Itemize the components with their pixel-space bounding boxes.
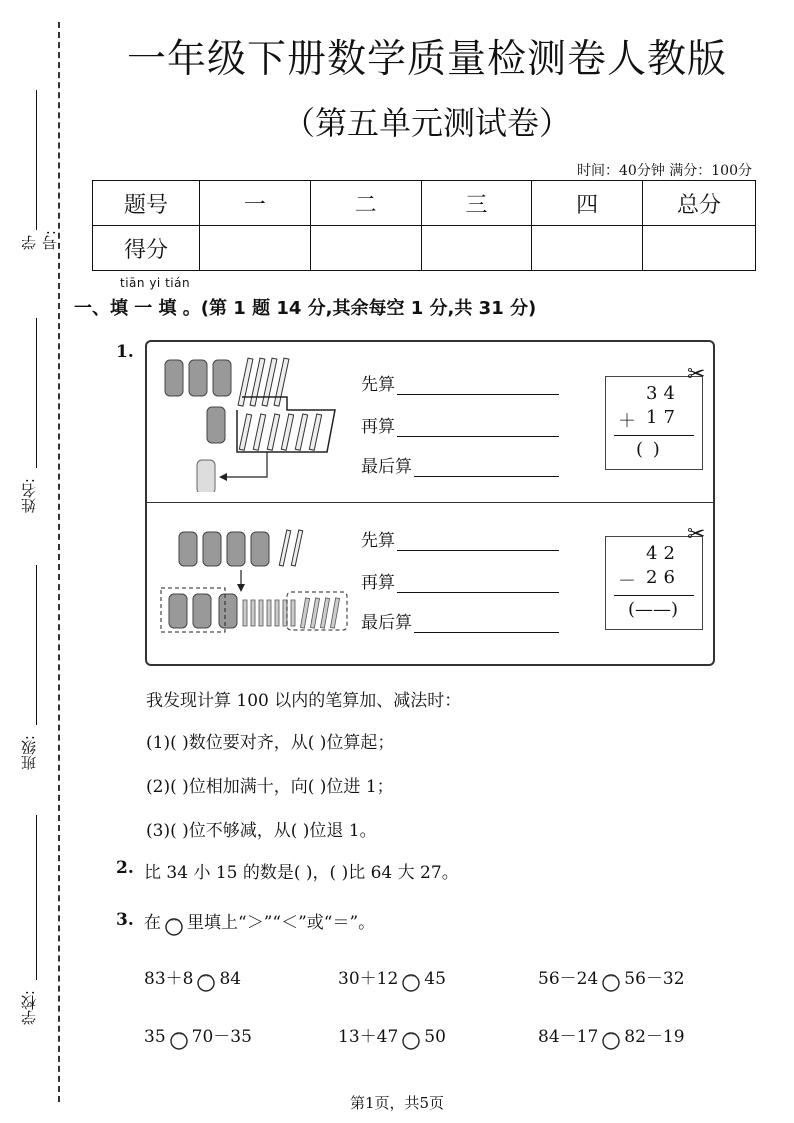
scissors-icon: ✂ [687, 522, 706, 547]
scissors-icon: ✂ [687, 362, 706, 387]
score-header-cell: 三 [421, 181, 532, 226]
add-result-bar [614, 435, 694, 436]
sticks-illustration-add [157, 352, 347, 492]
q3-suffix: 里填上“＞”“＜”或“＝”。 [187, 913, 376, 933]
q1-line3[interactable]: (3)( )位不够减，从( )位退 1。 [146, 821, 377, 841]
score-header-cell: 总分 [643, 181, 756, 226]
add-then-step [361, 412, 559, 437]
school-label: 学校: [20, 990, 38, 1026]
add-last-blank[interactable] [414, 476, 559, 477]
q2-text[interactable]: 比 34 小 15 的数是( )，( )比 64 大 27。 [144, 863, 459, 883]
sub-result-blank[interactable]: (——) [628, 599, 679, 620]
page-subtitle: （第五单元测试卷） [282, 104, 571, 142]
add-then-blank[interactable] [397, 436, 559, 437]
score-header-cell: 题号 [93, 181, 200, 226]
compare-right: 45 [424, 969, 446, 989]
score-cell[interactable] [310, 226, 421, 271]
compare-right: 70－35 [191, 1027, 252, 1047]
sub-operator: － [618, 571, 642, 592]
time-info: 时间：40分钟 满分：100分 [577, 163, 752, 179]
score-table-score-row [93, 226, 756, 271]
subtraction-vertical-form [605, 536, 703, 630]
tomato-circle-icon[interactable] [600, 1028, 622, 1048]
compare-item [144, 964, 241, 990]
school-line[interactable] [36, 815, 37, 980]
compare-right: 56－32 [624, 969, 685, 989]
sub-last-blank[interactable] [414, 632, 559, 633]
compare-left: 13＋47 [338, 1027, 399, 1047]
sub-then-step [361, 568, 559, 593]
then-label: 再算 [361, 573, 395, 593]
compare-right: 82－19 [624, 1027, 685, 1047]
section-pinyin: tiān yi tián [120, 276, 191, 290]
add-top-number: 34 [646, 383, 681, 404]
class-label: 班级: [20, 735, 38, 771]
last-label: 最后算 [361, 613, 412, 633]
compare-item [338, 1022, 446, 1048]
q1-line1[interactable]: (1)( )数位要对齐，从( )位算起； [146, 733, 395, 753]
q2-number: 2. [116, 858, 134, 878]
name-line[interactable] [36, 318, 37, 468]
score-header-cell: 一 [200, 181, 311, 226]
student-id-label: 学号: [20, 230, 59, 251]
section-heading: 一、填 一 填 。(第 1 题 14 分,其余每空 1 分,共 31 分) [74, 298, 537, 319]
first-label: 先算 [361, 531, 395, 551]
name-field[interactable] [0, 318, 50, 518]
compare-item [538, 964, 685, 990]
box-divider [147, 502, 713, 503]
compare-left: 84－17 [538, 1027, 599, 1047]
sub-last-step [361, 608, 559, 633]
score-cell[interactable] [643, 226, 756, 271]
q1-number: 1. [116, 342, 134, 362]
score-header-cell: 二 [310, 181, 421, 226]
compare-item [144, 1022, 252, 1048]
q1-finding: 我发现计算 100 以内的笔算加、减法时： [146, 691, 462, 711]
tomato-circle-icon [163, 914, 185, 934]
last-label: 最后算 [361, 457, 412, 477]
add-first-blank[interactable] [397, 394, 559, 395]
add-first-step [361, 370, 559, 395]
compare-right: 84 [219, 969, 242, 989]
q1-line2[interactable]: (2)( )位相加满十，向( )位进 1； [146, 777, 394, 797]
compare-left: 30＋12 [338, 969, 399, 989]
add-bottom-number: 17 [646, 407, 681, 428]
class-line[interactable] [36, 565, 37, 725]
compare-item [538, 1022, 685, 1048]
name-label: 姓名: [20, 478, 38, 514]
compare-left: 56－24 [538, 969, 599, 989]
q3-prefix: 在 [144, 913, 161, 933]
add-last-step [361, 452, 559, 477]
sub-top-number: 42 [646, 543, 681, 564]
sub-bottom-number: 26 [646, 567, 681, 588]
sub-then-blank[interactable] [397, 592, 559, 593]
addition-vertical-form [605, 376, 703, 470]
then-label: 再算 [361, 417, 395, 437]
add-operator: ＋ [618, 411, 642, 432]
compare-item [338, 964, 446, 990]
score-cell[interactable] [421, 226, 532, 271]
sticks-illustration-subtract [157, 518, 357, 648]
page-footer: 第1页，共5页 [349, 1094, 445, 1112]
score-table [92, 180, 756, 271]
binding-dashed-line [58, 22, 60, 1102]
compare-right: 50 [424, 1027, 446, 1047]
score-cell[interactable] [200, 226, 311, 271]
score-cell[interactable] [532, 226, 643, 271]
compare-left: 83＋8 [144, 969, 194, 989]
tomato-circle-icon[interactable] [600, 970, 622, 990]
q1-figure-box [145, 340, 715, 666]
tomato-circle-icon[interactable] [400, 1028, 422, 1048]
tomato-circle-icon[interactable] [400, 970, 422, 990]
score-row-label: 得分 [93, 226, 200, 271]
sub-result-bar [614, 595, 694, 596]
school-field[interactable] [0, 815, 50, 1035]
class-field[interactable] [0, 565, 50, 775]
q3-instruction [144, 908, 375, 934]
page-title: 一年级下册数学质量检测卷人教版 [126, 37, 727, 82]
first-label: 先算 [361, 375, 395, 395]
compare-left: 35 [144, 1027, 166, 1047]
score-header-cell: 四 [532, 181, 643, 226]
tomato-circle-icon[interactable] [168, 1028, 190, 1048]
score-table-header-row [93, 181, 756, 226]
q3-number: 3. [116, 910, 134, 930]
add-result-blank[interactable]: ( ) [636, 439, 662, 460]
tomato-circle-icon[interactable] [195, 970, 217, 990]
sub-first-step [361, 526, 559, 551]
sub-first-blank[interactable] [397, 550, 559, 551]
